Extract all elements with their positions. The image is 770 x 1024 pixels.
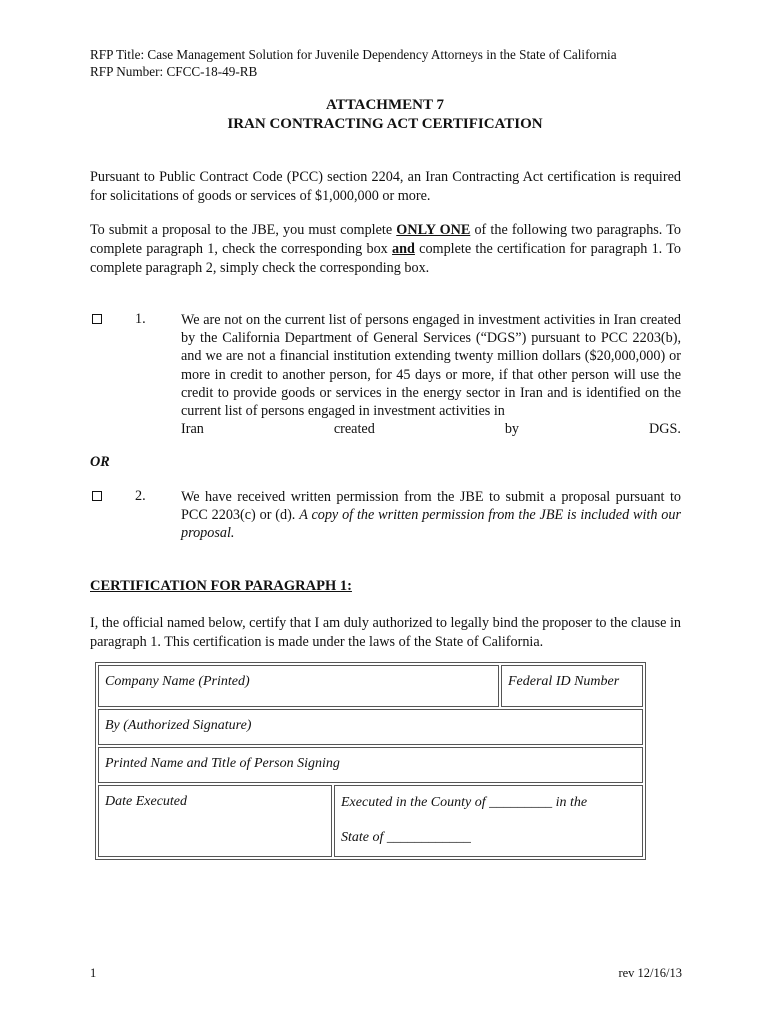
- county-state-field[interactable]: [334, 785, 643, 857]
- and-emphasis: and: [392, 241, 415, 257]
- option-2-number: 2.: [135, 488, 146, 504]
- signature-field[interactable]: By (Authorized Signature): [98, 709, 643, 745]
- option-2-checkbox[interactable]: [92, 491, 102, 501]
- federal-id-field[interactable]: Federal ID Number: [501, 665, 643, 707]
- option-1-text: We are not on the current list of persons engaged in investment activities in Iran created by the California Department of General Services (“DGS”) pursuant to PCC 2203(b), and we are not a financial institution extending twenty million dollars ($20,000,000) or more in credit to another person, for 45 days or more, if that other person will use the credit to provide goods or services in the energy sector in Iran and is identified on the current list of persons engaged in investment activities in: [181, 312, 681, 420]
- last-line-word: created: [333, 421, 375, 438]
- option-1-number: 1.: [135, 311, 146, 327]
- option-2-italic-text: A copy of the written permission from the JBE is included with our proposal.: [181, 507, 681, 542]
- instructions-text-1: To submit a proposal to the JBE, you must complete: [90, 222, 397, 238]
- only-one-emphasis: ONLY ONE: [396, 222, 471, 238]
- certification-heading: CERTIFICATION FOR PARAGRAPH 1:: [90, 578, 352, 594]
- last-line-word: DGS.: [649, 421, 681, 438]
- county-text: Executed in the County of _________ in the: [341, 795, 588, 810]
- option-1-last-line: [181, 420, 681, 438]
- instructions-text-2: of the following two paragraphs. To complete paragraph 1, check the corresponding box: [90, 222, 681, 257]
- option-1-text-block: [181, 311, 681, 438]
- option-2-text-block: [181, 488, 681, 543]
- certification-statement: I, the official named below, certify that I am duly authorized to legally bind the proposer to the clause in paragraph 1. This certification is made under the laws of the State of California.: [90, 615, 681, 650]
- intro-paragraph: Pursuant to Public Contract Code (PCC) section 2204, an Iran Contracting Act certification is required for solicitations of goods or services of $1,000,000 or more.: [90, 169, 681, 204]
- document-title: IRAN CONTRACTING ACT CERTIFICATION: [227, 116, 543, 132]
- date-executed-field[interactable]: Date Executed: [98, 785, 332, 857]
- attachment-title: ATTACHMENT 7: [326, 97, 444, 113]
- page-number: 1: [90, 966, 97, 980]
- state-text: State of ____________: [341, 830, 471, 845]
- option-1-checkbox[interactable]: [92, 314, 102, 324]
- rfp-number: RFP Number: CFCC-18-49-RB: [90, 64, 258, 79]
- certification-form: [95, 662, 646, 860]
- last-line-word: by: [504, 421, 520, 438]
- last-line-word: Iran: [181, 421, 204, 438]
- or-label: OR: [90, 454, 110, 470]
- revision-date: rev 12/16/13: [618, 966, 682, 980]
- company-name-field[interactable]: Company Name (Printed): [98, 665, 499, 707]
- rfp-title: RFP Title: Case Management Solution for Juvenile Dependency Attorneys in the State of California: [90, 47, 617, 62]
- option-2-text: We have received written permission from the JBE to submit a proposal pursuant to PCC 2203(c) or (d).: [181, 489, 681, 524]
- instructions-paragraph: [90, 221, 681, 278]
- instructions-text-3: complete the certification for paragraph 1. To complete paragraph 2, simply check the corresponding box.: [90, 241, 681, 276]
- printed-name-field[interactable]: Printed Name and Title of Person Signing: [98, 747, 643, 783]
